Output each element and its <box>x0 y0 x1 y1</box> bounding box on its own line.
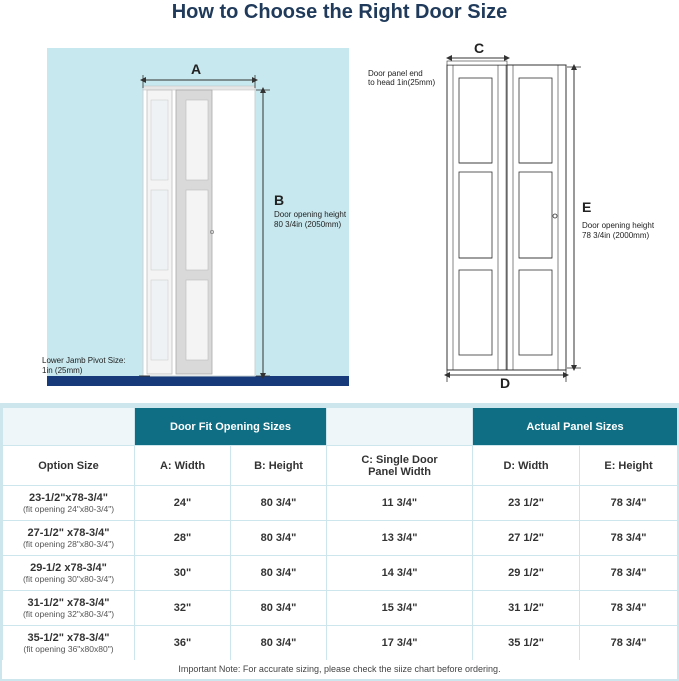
option-size-cell <box>3 591 135 626</box>
option-size: 31-1/2" x78-3/4" <box>27 597 110 609</box>
a-width-value: 32" <box>173 602 192 614</box>
a-width-value: 24" <box>173 497 192 509</box>
e-height-value: 78 3/4" <box>610 532 647 544</box>
page-title: How to Choose the Right Door Size <box>171 1 508 23</box>
c-width-value: 14 3/4" <box>381 567 418 579</box>
table-row <box>3 591 678 626</box>
group-actual-panel: Actual Panel Sizes <box>473 408 678 446</box>
c-width-value: 17 3/4" <box>381 637 418 649</box>
size-chart <box>0 403 679 681</box>
b-height-value: 80 3/4" <box>260 567 297 579</box>
b-height-value: 80 3/4" <box>260 637 297 649</box>
d-width-value: 29 1/2" <box>508 567 544 579</box>
header-a-width: A: Width <box>135 446 231 486</box>
dimension-b-label: B <box>274 192 285 208</box>
option-size-cell <box>3 486 135 521</box>
dimension-d-label: D <box>500 375 511 391</box>
panel-end-line2: to head 1in(25mm) <box>368 78 436 87</box>
header-option-size: Option Size <box>3 446 135 486</box>
dimension-e-desc-line1: Door opening height <box>582 221 655 230</box>
header-c-line1: C: Single Door <box>361 453 438 466</box>
dimension-e-desc-line2: 78 3/4in (2000mm) <box>582 231 650 240</box>
option-size-cell <box>3 556 135 591</box>
floor-strip <box>47 376 349 386</box>
panel-end-line1: Door panel end <box>368 69 423 78</box>
pivot-size-line1: Lower Jamb Pivot Size: <box>42 356 126 365</box>
table-row <box>3 626 678 661</box>
option-size: 23-1/2"x78-3/4" <box>29 492 108 504</box>
table-row <box>3 486 678 521</box>
b-height-value: 80 3/4" <box>260 602 297 614</box>
table-row <box>3 521 678 556</box>
d-width-value: 35 1/2" <box>508 637 544 649</box>
d-width-value: 23 1/2" <box>508 497 544 509</box>
header-c-line2: Panel Width <box>368 465 431 478</box>
d-width-value: 27 1/2" <box>508 532 544 544</box>
option-size: 29-1/2 x78-3/4" <box>30 562 107 574</box>
fit-opening: (fit opening 30"x80-3/4") <box>22 574 115 584</box>
dimension-b-desc-line2: 80 3/4in (2050mm) <box>274 220 342 229</box>
header-e-height: E: Height <box>580 446 678 486</box>
d-width-value: 31 1/2" <box>508 602 544 614</box>
fit-opening: (fit opening 36"x80x80") <box>23 644 114 654</box>
e-height-value: 78 3/4" <box>610 567 647 579</box>
option-size: 35-1/2" x78-3/4" <box>27 632 110 644</box>
fit-opening: (fit opening 24"x80-3/4") <box>22 504 115 514</box>
b-height-value: 80 3/4" <box>260 532 297 544</box>
group-blank-cell <box>3 408 135 446</box>
dimension-e-label: E <box>582 199 592 215</box>
option-size-cell <box>3 521 135 556</box>
table-group-row <box>3 408 678 446</box>
door-size-diagram <box>0 30 679 395</box>
c-width-value: 11 3/4" <box>381 497 418 509</box>
important-note: Important Note: For accurate sizing, please check the siize chart before ordering. <box>2 660 677 679</box>
a-width-value: 36" <box>173 637 192 649</box>
pivot-size-line2: 1in (25mm) <box>42 366 83 375</box>
size-table <box>2 407 678 661</box>
option-size: 27-1/2" x78-3/4" <box>27 527 110 539</box>
dimension-a-label: A <box>191 61 202 77</box>
group-blank-cell <box>327 408 473 446</box>
e-height-value: 78 3/4" <box>610 637 647 649</box>
table-row <box>3 556 678 591</box>
dimension-c-label: C <box>474 40 485 56</box>
table-header-row <box>3 446 678 486</box>
a-width-value: 30" <box>173 567 192 579</box>
header-b-height: B: Height <box>231 446 327 486</box>
option-size-cell <box>3 626 135 661</box>
a-width-value: 28" <box>173 532 192 544</box>
header-c-width <box>327 446 473 486</box>
group-fit-opening: Door Fit Opening Sizes <box>135 408 327 446</box>
e-height-value: 78 3/4" <box>610 602 647 614</box>
c-width-value: 13 3/4" <box>381 532 418 544</box>
e-height-value: 78 3/4" <box>610 497 647 509</box>
c-width-value: 15 3/4" <box>381 602 418 614</box>
b-height-value: 80 3/4" <box>260 497 297 509</box>
dimension-b-desc-line1: Door opening height <box>274 210 347 219</box>
fit-opening: (fit opening 28"x80-3/4") <box>22 539 115 549</box>
header-d-width: D: Width <box>473 446 580 486</box>
fit-opening: (fit opening 32"x80-3/4") <box>22 609 115 619</box>
